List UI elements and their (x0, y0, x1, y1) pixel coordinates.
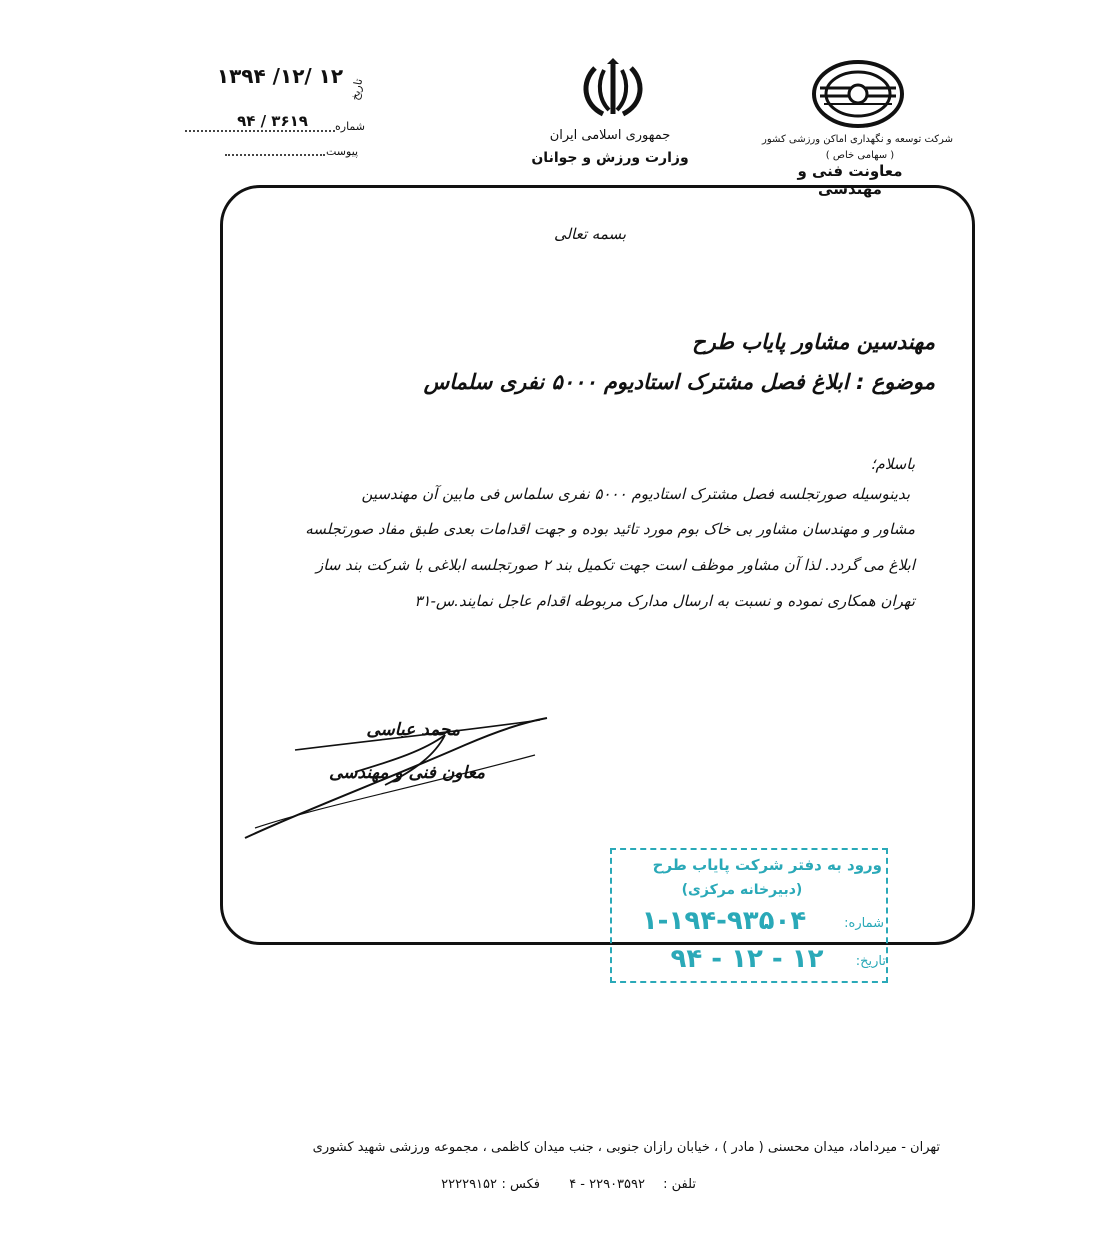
signatory-name: محمد عباسی (366, 720, 460, 740)
org-line2: ( سهامی خاص ) (825, 150, 895, 161)
addressee: مهندسین مشاور پایاب طرح (692, 330, 935, 354)
letter-number-value: ۹۴ / ۳۶۱۹ (237, 112, 308, 130)
stamp-line1: ورود به دفتر شرکت پایاب طرح (652, 856, 882, 874)
attachment-dotted-line (225, 154, 325, 156)
stamp-date-value: ۹۴ - ۱۲ - ۱۲ (670, 944, 824, 974)
subject: موضوع : ابلاغ فصل مشترک استادیوم ۵۰۰۰ نفری سلماس (423, 370, 935, 394)
stamp-date-label: تاریخ: (855, 954, 886, 969)
org-line3: معاونت فنی و مهندسی (797, 162, 903, 198)
stamp-line2: (دبیرخانه مرکزی) (681, 882, 803, 898)
handwritten-signature-icon (235, 710, 555, 845)
entry-stamp (610, 848, 888, 983)
footer-fax-label: فکس : (501, 1177, 540, 1192)
body-line-4: تهران همکاری نموده و نسبت به ارسال مدارک مربوطه اقدام عاجل نمایند.س-۳۱ (414, 592, 915, 610)
company-logo-icon (810, 58, 906, 130)
stamp-number-value: ۱-۱۹۴-۹۳۵۰۴ (641, 906, 807, 936)
body-line-1: بدینوسیله صورتجلسه فصل مشترک استادیوم ۵۰۰۰ نفری سلماس فی مابین آن مهندسین (361, 485, 910, 503)
stamp-number-label: شماره: (844, 916, 884, 931)
ministry-line1: جمهوری اسلامی ایران (549, 128, 671, 143)
footer-phone-label: تلفن : (663, 1177, 696, 1192)
footer-fax-value: ۲۲۲۲۹۱۵۲ (441, 1177, 497, 1192)
invocation: بسمه تعالی (553, 225, 627, 243)
number-dotted-line (185, 130, 335, 132)
body-line-3: ابلاغ می گردد. لذا آن مشاور موظف است جهت تکمیل بند ۲ صورتجلسه ابلاغی با شرکت بند ساز (316, 556, 915, 574)
footer-address: تهران - میرداماد، میدان محسنی ( مادر ) ، خیابان رازان جنوبی ، جنب میدان کاظمی ، مجموعه ورزشی شهید کشوری (312, 1140, 940, 1155)
org-line1: شرکت توسعه و نگهداری اماکن ورزشی کشور (762, 134, 953, 145)
letter-date-label: تاریخ (348, 77, 366, 102)
footer-phone-value: ۴ - ۲۲۹۰۳۵۹۲ (569, 1177, 645, 1192)
greeting: باسلام؛ (870, 455, 915, 473)
signatory-title: معاون فنی و مهندسی (329, 763, 485, 783)
ministry-line2: وزارت ورزش و جوانان (531, 150, 689, 166)
letter-date-value: ۱۳۹۴ /۱۲/ ۱۲ (216, 64, 344, 88)
national-emblem-icon (573, 58, 653, 120)
body-line-2: مشاور و مهندسان مشاور بی خاک بوم مورد تائید بوده و جهت اقدامات بعدی طبق مفاد صورتجلسه (305, 520, 915, 538)
letter-number-label: شماره (335, 120, 366, 133)
attachment-label: پیوست (326, 145, 359, 158)
